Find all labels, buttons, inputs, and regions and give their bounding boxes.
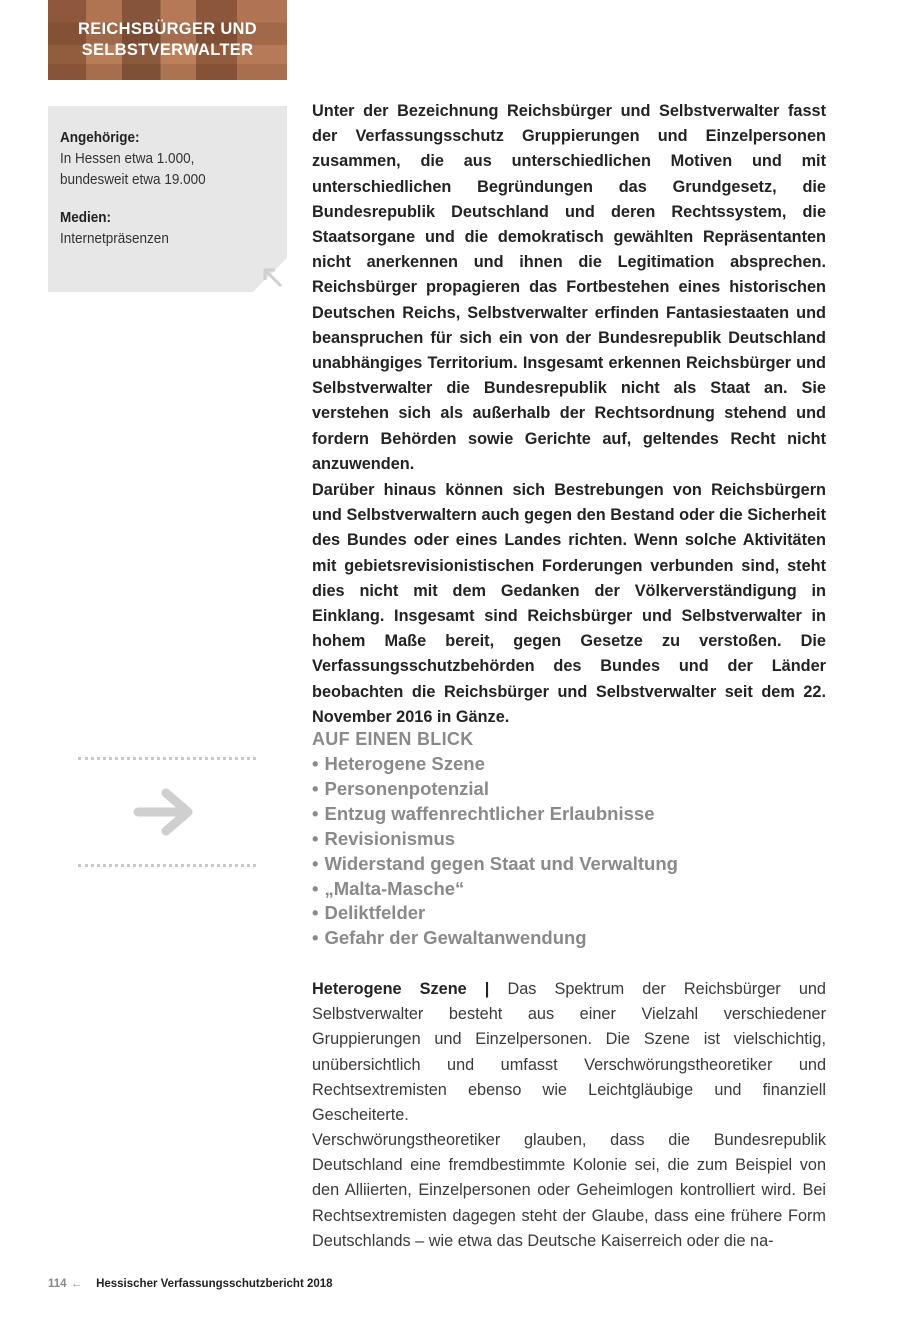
list-item: • Widerstand gegen Staat und Verwaltung bbox=[312, 852, 678, 877]
list-item: • Revisionismus bbox=[312, 827, 678, 852]
heterogeneous-scene-paragraph bbox=[312, 977, 826, 1128]
list-item: • Deliktfelder bbox=[312, 901, 678, 926]
dotted-divider-top bbox=[78, 757, 256, 760]
section-tab bbox=[48, 0, 287, 80]
members-federal: bundesweit etwa 19.000 bbox=[60, 171, 206, 188]
paragraph-text: Das Spektrum der Reichsbürger und Selbstverwalter besteht aus einer Vielzahl verschiedener Gruppierungen und Einzelpersonen. Die Szene ist vielschichtig, unübersichtlich und umfasst Verschwörungstheoretiker und Rechtsextremisten ebenso wie Leichtgläubige und finanziell Gescheiterte. bbox=[312, 980, 826, 1125]
list-item: • Entzug waffenrechtlicher Erlaubnisse bbox=[312, 802, 678, 827]
media-value: Internetpräsenzen bbox=[60, 230, 169, 247]
list-item: • „Malta-Masche“ bbox=[312, 877, 678, 902]
section-title: REICHSBÜRGER UND SELBSTVERWALTER bbox=[78, 20, 257, 59]
list-item: • Gefahr der Gewaltanwendung bbox=[312, 926, 678, 951]
dotted-divider-bottom bbox=[78, 864, 256, 867]
report-title: Hessischer Verfassungsschutzbericht 2018 bbox=[96, 1278, 333, 1290]
arrow-left-icon[interactable]: ← bbox=[70, 1278, 83, 1290]
paragraph-lead: Heterogene Szene | bbox=[312, 980, 490, 998]
at-a-glance-list bbox=[312, 752, 678, 951]
arrow-up-left-icon bbox=[253, 258, 287, 292]
list-item: • Personenpotenzial bbox=[312, 777, 678, 802]
members-label: Angehörige: bbox=[60, 129, 140, 146]
intro-paragraph: Unter der Bezeichnung Reichsbürger und Selbstverwalter fasst der Verfassungsschutz Gruppierungen und Einzelpersonen zusammen, die aus unterschiedlichen Motiven und mit unterschiedlichen Begründungen das Grundgesetz, die Bundesrepublik Deutschland und deren Rechtssystem, die Staatsorgane und die demokratisch gewählten Repräsentanten nicht anerkennen und ihnen die Legitimation absprechen. Reichsbürger propagieren das Fortbestehen eines historischen Deutschen Reichs, Selbstverwalter erfinden Fantasiestaaten und beanspruchen für sich ein von der Bundesrepublik Deutschland unabhängiges Territorium. Insgesamt erkennen Reichsbürger und Selbstverwalter die Bundesrepublik nicht als Staat an. Sie verstehen sich als außerhalb der Rechtsordnung stehend und fordern Behörden sowie Gerichte auf, geltendes Recht nicht anzuwenden. bbox=[312, 102, 826, 473]
second-paragraph: Darüber hinaus können sich Bestrebungen von Reichsbürgern und Selbstverwaltern auch gegen den Bestand oder die Sicherheit des Bundes oder eines Landes richten. Wenn solche Aktivitäten mit gebietsrevisionistischen Forderungen verbunden sind, steht dies nicht mit dem Gedanken der Völkerverständigung in Einklang. Insgesamt sind Reichsbürger und Selbstverwalter in hohem Maße bereit, gegen Gesetze zu verstoßen. Die Verfassungsschutzbehörden des Bundes und der Länder beobachten die Reichsbürger und Selbstverwalter seit dem 22. November 2016 in Gänze. bbox=[312, 481, 826, 726]
facts-infobox bbox=[48, 106, 287, 292]
page-footer bbox=[48, 1278, 333, 1290]
list-item: • Heterogene Szene bbox=[312, 752, 678, 777]
arrow-right-icon bbox=[132, 786, 196, 838]
conspiracy-paragraph: Verschwörungstheoretiker glauben, dass die Bundesrepublik Deutschland eine fremdbestimmte Kolonie sei, die zum Beispiel von den Alliierten, Einzelpersonen oder Geheimlogen kontrolliert wird. Bei Rechtsextremisten dagegen steht der Glaube, dass eine frühere Form Deutschlands – wie etwa das Deutsche Kaiserreich oder die na- bbox=[312, 1131, 826, 1250]
at-a-glance-heading: AUF EINEN BLICK bbox=[312, 729, 474, 749]
members-hessen: In Hessen etwa 1.000, bbox=[60, 150, 195, 167]
page-number: 114 bbox=[48, 1278, 67, 1290]
media-label: Medien: bbox=[60, 209, 112, 226]
